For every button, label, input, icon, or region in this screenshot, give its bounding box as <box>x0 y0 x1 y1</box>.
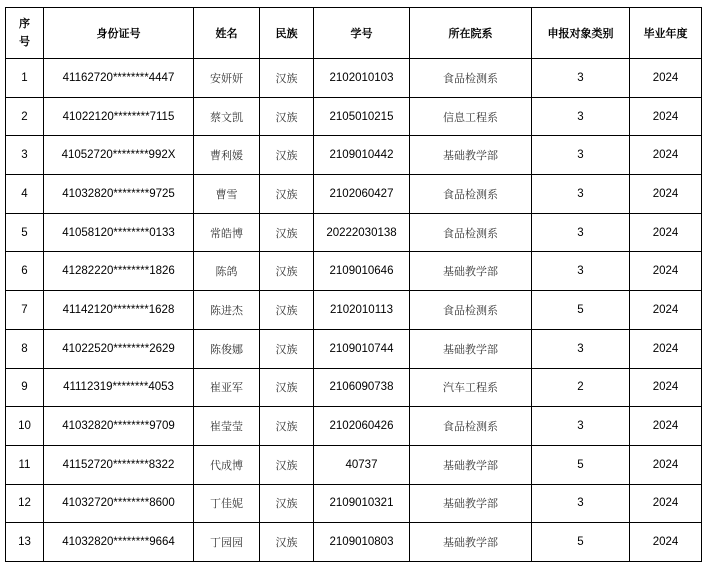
table-row <box>6 407 702 446</box>
cell-student-id: 2109010744 <box>314 329 410 368</box>
table-row <box>6 368 702 407</box>
cell-category: 3 <box>532 175 630 214</box>
cell-grad-year: 2024 <box>630 407 702 446</box>
header-student-id: 学号 <box>314 8 410 59</box>
cell-department: 基础教学部 <box>410 329 532 368</box>
cell-name: 陈进杰 <box>194 291 260 330</box>
cell-ethnicity: 汉族 <box>260 445 314 484</box>
table-row <box>6 59 702 98</box>
table-row <box>6 97 702 136</box>
cell-id-number: 41032820********9709 <box>44 407 194 446</box>
cell-student-id: 20222030138 <box>314 213 410 252</box>
header-name: 姓名 <box>194 8 260 59</box>
cell-id-number: 41058120********0133 <box>44 213 194 252</box>
cell-student-id: 2105010215 <box>314 97 410 136</box>
header-id-number: 身份证号 <box>44 8 194 59</box>
cell-category: 3 <box>532 329 630 368</box>
cell-name: 崔亚军 <box>194 368 260 407</box>
cell-name: 崔莹莹 <box>194 407 260 446</box>
cell-seq: 10 <box>6 407 44 446</box>
cell-id-number: 41032820********9725 <box>44 175 194 214</box>
cell-department: 基础教学部 <box>410 484 532 523</box>
cell-department: 食品检测系 <box>410 407 532 446</box>
cell-ethnicity: 汉族 <box>260 368 314 407</box>
cell-name: 曹利媛 <box>194 136 260 175</box>
cell-grad-year: 2024 <box>630 213 702 252</box>
cell-student-id: 40737 <box>314 445 410 484</box>
cell-name: 陈鸽 <box>194 252 260 291</box>
cell-student-id: 2102060427 <box>314 175 410 214</box>
header-grad-year: 毕业年度 <box>630 8 702 59</box>
cell-department: 汽车工程系 <box>410 368 532 407</box>
cell-grad-year: 2024 <box>630 329 702 368</box>
cell-department: 基础教学部 <box>410 523 532 562</box>
cell-seq: 12 <box>6 484 44 523</box>
cell-category: 2 <box>532 368 630 407</box>
cell-grad-year: 2024 <box>630 368 702 407</box>
cell-name: 代成博 <box>194 445 260 484</box>
cell-department: 基础教学部 <box>410 252 532 291</box>
cell-ethnicity: 汉族 <box>260 291 314 330</box>
cell-name: 丁佳妮 <box>194 484 260 523</box>
header-department: 所在院系 <box>410 8 532 59</box>
cell-id-number: 41032820********9664 <box>44 523 194 562</box>
table-row <box>6 291 702 330</box>
cell-name: 丁园园 <box>194 523 260 562</box>
cell-category: 3 <box>532 252 630 291</box>
cell-seq: 1 <box>6 59 44 98</box>
cell-id-number: 41282220********1826 <box>44 252 194 291</box>
cell-grad-year: 2024 <box>630 97 702 136</box>
table-row <box>6 175 702 214</box>
header-ethnicity: 民族 <box>260 8 314 59</box>
student-table <box>5 7 702 562</box>
cell-ethnicity: 汉族 <box>260 175 314 214</box>
cell-category: 5 <box>532 445 630 484</box>
cell-grad-year: 2024 <box>630 175 702 214</box>
cell-ethnicity: 汉族 <box>260 97 314 136</box>
cell-category: 3 <box>532 97 630 136</box>
cell-id-number: 41032720********8600 <box>44 484 194 523</box>
cell-department: 基础教学部 <box>410 445 532 484</box>
cell-seq: 13 <box>6 523 44 562</box>
cell-department: 信息工程系 <box>410 97 532 136</box>
cell-ethnicity: 汉族 <box>260 329 314 368</box>
cell-seq: 7 <box>6 291 44 330</box>
cell-id-number: 41162720********4447 <box>44 59 194 98</box>
cell-id-number: 41022520********2629 <box>44 329 194 368</box>
cell-seq: 5 <box>6 213 44 252</box>
cell-seq: 4 <box>6 175 44 214</box>
cell-grad-year: 2024 <box>630 136 702 175</box>
cell-id-number: 41052720********992X <box>44 136 194 175</box>
cell-id-number: 41112319********4053 <box>44 368 194 407</box>
cell-student-id: 2109010321 <box>314 484 410 523</box>
cell-name: 安妍妍 <box>194 59 260 98</box>
cell-ethnicity: 汉族 <box>260 484 314 523</box>
table-body <box>6 59 702 562</box>
cell-department: 食品检测系 <box>410 291 532 330</box>
cell-seq: 3 <box>6 136 44 175</box>
cell-grad-year: 2024 <box>630 59 702 98</box>
cell-department: 食品检测系 <box>410 213 532 252</box>
cell-seq: 2 <box>6 97 44 136</box>
cell-grad-year: 2024 <box>630 445 702 484</box>
cell-student-id: 2109010803 <box>314 523 410 562</box>
cell-ethnicity: 汉族 <box>260 407 314 446</box>
cell-student-id: 2109010442 <box>314 136 410 175</box>
header-seq <box>6 8 44 59</box>
cell-name: 蔡文凯 <box>194 97 260 136</box>
cell-ethnicity: 汉族 <box>260 523 314 562</box>
cell-name: 常皓博 <box>194 213 260 252</box>
cell-category: 3 <box>532 407 630 446</box>
cell-department: 基础教学部 <box>410 136 532 175</box>
cell-ethnicity: 汉族 <box>260 213 314 252</box>
cell-ethnicity: 汉族 <box>260 252 314 291</box>
cell-department: 食品检测系 <box>410 59 532 98</box>
cell-grad-year: 2024 <box>630 252 702 291</box>
cell-student-id: 2109010646 <box>314 252 410 291</box>
cell-department: 食品检测系 <box>410 175 532 214</box>
cell-category: 5 <box>532 291 630 330</box>
cell-ethnicity: 汉族 <box>260 136 314 175</box>
table-row <box>6 252 702 291</box>
cell-seq: 6 <box>6 252 44 291</box>
header-seq-line1: 序 <box>19 17 30 30</box>
cell-student-id: 2102060426 <box>314 407 410 446</box>
cell-id-number: 41152720********8322 <box>44 445 194 484</box>
cell-category: 3 <box>532 136 630 175</box>
cell-grad-year: 2024 <box>630 291 702 330</box>
cell-student-id: 2102010113 <box>314 291 410 330</box>
cell-category: 3 <box>532 484 630 523</box>
cell-id-number: 41142120********1628 <box>44 291 194 330</box>
table-row <box>6 213 702 252</box>
cell-student-id: 2106090738 <box>314 368 410 407</box>
table-row <box>6 329 702 368</box>
cell-name: 曹雪 <box>194 175 260 214</box>
table-row <box>6 523 702 562</box>
cell-seq: 9 <box>6 368 44 407</box>
cell-category: 5 <box>532 523 630 562</box>
table-row <box>6 445 702 484</box>
cell-id-number: 41022120********7115 <box>44 97 194 136</box>
table-row <box>6 136 702 175</box>
cell-name: 陈俊娜 <box>194 329 260 368</box>
cell-grad-year: 2024 <box>630 523 702 562</box>
cell-category: 3 <box>532 59 630 98</box>
cell-category: 3 <box>532 213 630 252</box>
cell-grad-year: 2024 <box>630 484 702 523</box>
cell-ethnicity: 汉族 <box>260 59 314 98</box>
cell-seq: 11 <box>6 445 44 484</box>
header-row <box>6 8 702 59</box>
table-row <box>6 484 702 523</box>
cell-seq: 8 <box>6 329 44 368</box>
header-seq-line2: 号 <box>19 35 30 48</box>
cell-student-id: 2102010103 <box>314 59 410 98</box>
header-category: 申报对象类别 <box>532 8 630 59</box>
